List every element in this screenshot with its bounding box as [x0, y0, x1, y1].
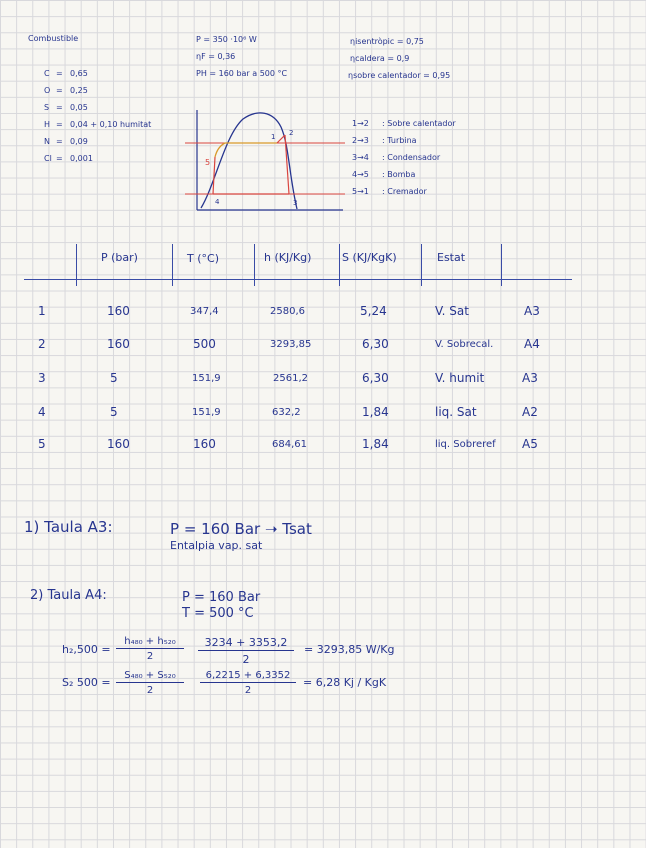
process-step: 1→2 — [352, 119, 369, 128]
row-table-ref: A3 — [522, 371, 538, 385]
point-label: 2 — [289, 129, 294, 137]
table-row — [0, 304, 646, 324]
row-enthalpy: 3293,85 — [270, 339, 312, 350]
composition-symbol: C — [44, 69, 50, 78]
point-label: 1 — [271, 133, 276, 141]
process-step: 2→3 — [352, 136, 369, 145]
composition-symbol: Cl — [44, 154, 52, 163]
enthalpy-formula-fraction — [116, 636, 184, 662]
enthalpy-values-fraction — [198, 636, 294, 666]
table-row — [0, 437, 646, 457]
row-pressure: 5 — [110, 405, 118, 419]
entropy-values-numerator: 6,2215 + 6,3352 — [200, 670, 296, 683]
composition-symbol: N — [44, 137, 50, 146]
row-state: liq. Sobreref — [435, 439, 496, 450]
row-pressure: 160 — [107, 337, 130, 351]
table-row — [0, 405, 646, 425]
process-step: 3→4 — [352, 153, 369, 162]
point-label: 5 — [205, 158, 211, 167]
row-pressure: 160 — [107, 304, 130, 318]
composition-value: 0,05 — [70, 103, 88, 112]
composition-symbol: O — [44, 86, 51, 95]
note-1-line-2: Entalpia vap. sat — [170, 539, 263, 552]
row-entropy: 5,24 — [360, 304, 387, 318]
row-number: 1 — [38, 304, 46, 318]
composition-value: 0,04 + 0,10 humitat — [70, 120, 152, 129]
process-desc: : Bomba — [382, 170, 416, 179]
row-entropy: 1,84 — [362, 437, 389, 451]
process-desc: : Sobre calentador — [382, 119, 456, 128]
table-header-t: T (°C) — [187, 252, 219, 265]
row-number: 5 — [38, 437, 46, 451]
enthalpy-values-denominator: 2 — [242, 653, 250, 666]
row-table-ref: A5 — [522, 437, 538, 451]
pressure-param: PH = 160 bar a 500 °C — [196, 69, 288, 78]
efficiency-param: ηF = 0,36 — [196, 52, 236, 61]
process-step: 5→1 — [352, 187, 369, 196]
efficiency-isentropic: ηisentròpic = 0,75 — [350, 37, 424, 46]
table-row — [0, 337, 646, 357]
note-1-line-1: P = 160 Bar ➝ Tsat — [170, 520, 312, 538]
process-desc: : Turbina — [382, 136, 417, 145]
row-state: V. Sobrecal. — [435, 339, 494, 350]
row-pressure: 5 — [110, 371, 118, 385]
ts-diagram — [185, 105, 345, 215]
row-table-ref: A2 — [522, 405, 538, 419]
entropy-formula-fraction — [116, 670, 184, 696]
row-entropy: 6,30 — [362, 371, 389, 385]
entropy-formula-denominator: 2 — [146, 685, 154, 696]
row-state: V. humit — [435, 371, 485, 385]
cycle-2-to-3 — [285, 135, 289, 194]
row-pressure: 160 — [107, 437, 130, 451]
process-step: 4→5 — [352, 170, 369, 179]
row-entropy: 1,84 — [362, 405, 389, 419]
row-temperature: 151,9 — [192, 407, 221, 418]
efficiency-superheater: ηsobre calentador = 0,95 — [348, 71, 451, 80]
row-entropy: 6,30 — [362, 337, 389, 351]
enthalpy-values-numerator: 3234 + 3353,2 — [198, 636, 294, 651]
point-label: 4 — [215, 198, 220, 206]
row-temperature: 160 — [193, 437, 216, 451]
table-header-h: h (KJ/Kg) — [264, 251, 312, 264]
row-enthalpy: 684,61 — [272, 439, 307, 450]
note-2-label: 2) Taula A4: — [30, 588, 107, 603]
enthalpy-result: = 3293,85 W/Kg — [304, 643, 395, 656]
composition-symbol: H — [44, 120, 51, 129]
process-desc: : Cremador — [382, 187, 427, 196]
note-2-line-1: P = 160 Bar — [182, 590, 261, 605]
note-2-line-2: T = 500 °C — [182, 606, 254, 621]
row-table-ref: A3 — [524, 304, 540, 318]
composition-value: 0,25 — [70, 86, 88, 95]
entropy-values-denominator: 2 — [244, 685, 252, 696]
enthalpy-lhs: h₂,500 = — [62, 643, 111, 656]
entropy-result: = 6,28 Kj / KgK — [303, 676, 387, 689]
row-state: liq. Sat — [435, 405, 477, 419]
entropy-lhs: S₂ 500 = — [62, 676, 111, 689]
entropy-formula-numerator: S₄₈₀ + S₅₂₀ — [116, 670, 184, 683]
efficiency-boiler: ηcaldera = 0,9 — [350, 54, 410, 63]
note-1-label: 1) Taula A3: — [24, 518, 113, 536]
composition-symbol: S — [44, 103, 50, 112]
row-table-ref: A4 — [524, 337, 540, 351]
table-header-estat: Estat — [437, 251, 466, 264]
table-header-s: S (KJ/KgK) — [342, 251, 397, 264]
combustible-title: Combustible — [28, 34, 79, 43]
composition-value: 0,65 — [70, 69, 88, 78]
table-row — [0, 371, 646, 391]
composition-value: 0,001 — [70, 154, 93, 163]
table-header-p: P (bar) — [101, 251, 138, 264]
row-temperature: 151,9 — [192, 373, 221, 384]
enthalpy-formula-numerator: h₄₈₀ + h₅₂₀ — [116, 636, 184, 649]
power-param: P = 350 ·10⁶ W — [196, 35, 257, 44]
row-number: 4 — [38, 405, 46, 419]
row-enthalpy: 632,2 — [272, 407, 301, 418]
row-number: 3 — [38, 371, 46, 385]
row-number: 2 — [38, 337, 46, 351]
point-label: 3 — [293, 199, 298, 207]
row-state: V. Sat — [435, 304, 469, 318]
enthalpy-formula-denominator: 2 — [146, 651, 154, 662]
row-temperature: 347,4 — [190, 306, 219, 317]
row-enthalpy: 2561,2 — [273, 373, 308, 384]
composition-value: 0,09 — [70, 137, 88, 146]
process-desc: : Condensador — [382, 153, 441, 162]
cycle-1-to-2 — [277, 135, 285, 143]
row-temperature: 500 — [193, 337, 216, 351]
row-enthalpy: 2580,6 — [270, 306, 305, 317]
entropy-values-fraction — [200, 670, 296, 696]
